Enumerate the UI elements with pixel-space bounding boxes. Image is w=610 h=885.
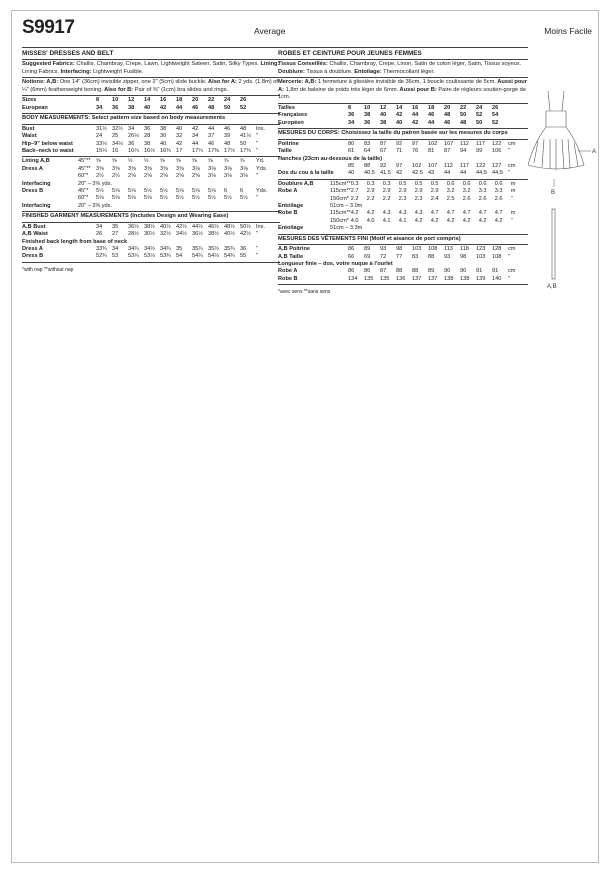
measurement-table — [22, 97, 256, 112]
measurement-table — [22, 158, 270, 210]
section-title: ROBES ET CEINTURE POUR JEUNES FEMMES — [278, 50, 422, 57]
measurement-table — [278, 141, 522, 178]
interfacing-b-row: Interfacing 20" – 3⅜ yds. — [22, 202, 113, 209]
notions: Notions: A,B: One 14" (36cm) invisible zipper, one 2" (5cm) slide buckle. Also for A: 2 yds. (1.8m) of ¼" (6mm) featherweight boning. Also for B: Pair of ⅜" (1cm) bra slides and rings. — [22, 78, 280, 96]
footnote: *avec sens **sans sens — [278, 289, 331, 296]
body-row: Back–neck to waist 15¼ 16 16¼ 16½ 16¾ 17 17¼ 17⅜ 17½ 17¾ " — [22, 148, 258, 154]
length-label-row: Finished back length from base of neck — [22, 238, 128, 245]
english-column — [22, 47, 280, 273]
finished-row: A,B Bust 34 35 36½ 38½ 40½ 42½ 44½ 46½ 48½ 50½ Ins. — [22, 223, 266, 230]
sizes-table — [278, 104, 528, 129]
body-measurements-title: BODY MEASUREMENTS: Select pattern size based on body measurements — [22, 114, 280, 125]
finished-row: A,B Poitrine 86 89 93 98 103 108 113 118 123 128 cm — [278, 246, 516, 253]
finished-row: A,B Taille 66 69 72 77 83 88 93 98 103 108 " — [278, 253, 510, 260]
section-title: MISSES' DRESSES AND BELT — [22, 50, 114, 57]
header — [22, 17, 592, 47]
label-b: B — [551, 190, 556, 196]
length-label-row: Longueur finie – dos, votre nuque à l'ourlet — [278, 261, 393, 268]
european-sizes-row: Européen 34 36 38 40 42 44 46 48 50 52 — [278, 119, 499, 126]
dress-a-row: Robe A 115cm** 2.7 2.9 2.9 2.9 2.9 2.9 3.2 3.2 3.3 3.3 m — [278, 188, 516, 195]
length-row: Robe A 86 86 87 88 88 89 90 90 91 91 cm — [278, 268, 516, 275]
finished-garment-table — [22, 223, 280, 263]
french-column — [278, 47, 528, 295]
dress-b-row: 60"* 5⅛ 5⅛ 5⅛ 5⅛ 5½ 5½ 5½ 5½ 5½ 5½ " — [78, 195, 258, 202]
european-sizes-row: European 34 36 38 40 42 44 46 48 50 52 — [22, 104, 247, 111]
lining-row: Doublure A,B 115cm** 0.3 0.3 0.3 0.5 0.5 0.5 0.6 0.6 0.6 0.6 m — [278, 180, 516, 187]
finished-garment-title: FINISHED GARMENT MEASUREMENTS (Includes Design and Wearing Ease) — [22, 212, 280, 223]
finished-garment-table — [278, 245, 528, 285]
dress-b-row: Robe B 115cm** 4.2 4.2 4.3 4.3 4.3 4.7 4.7 4.7 4.7 4.7 m — [278, 210, 516, 217]
body-measurements-table — [278, 140, 528, 180]
dress-a-row: 60"* 2½ 2½ 2⅝ 2⅝ 2⅝ 2⅝ 2⅝ 3⅛ 3⅛ 3⅛ " — [78, 173, 258, 180]
sizes-table — [22, 96, 280, 114]
difficulty-level-en: Average — [254, 26, 286, 36]
hanches-row: 85 88 92 97 102 107 112 117 122 127 cm — [348, 163, 516, 169]
interfacing-a-row: Entoilage 51cm – 3.0m — [278, 203, 363, 210]
interfacing-b-row: Entoilage 51cm – 3.3m — [278, 225, 363, 232]
difficulty-level-fr: Moins Facile — [544, 26, 592, 36]
pattern-envelope-back — [11, 10, 599, 863]
yardage-table — [22, 157, 280, 212]
belt-drawing — [552, 209, 555, 279]
length-row: Dress B 52¾ 53 53¼ 53½ 53¾ 54 54¼ 54½ 54¾ 55 " — [22, 253, 258, 260]
measurement-table — [278, 181, 525, 233]
measurement-table — [22, 224, 270, 261]
french-sizes-row: Françaises 36 38 40 42 44 46 48 50 52 54 — [278, 112, 499, 119]
measurement-table — [278, 105, 508, 127]
suggested-fabrics: Tissus Conseillés: Challis, Chambray, Crepe, Linon, Satin de coton léger, Satin, Tissus soyeux. Doublure: Tissus à doublure. Entoilage: Thermocollant léger. — [278, 60, 528, 78]
dress-b-row: 150cm* 4.0 4.0 4.1 4.1 4.2 4.2 4.2 4.2 4.2 4.2 " — [330, 217, 513, 224]
body-row: Dos du cou à la taille 40 40.5 41.5 42 42.5 43 44 44 44.5 44.5 " — [278, 170, 510, 177]
pattern-number: S9917 — [22, 17, 75, 38]
body-row: Bust 31½ 32½ 34 36 38 40 42 44 46 48 Ins. — [22, 125, 266, 132]
dress-a-row: Dress A 45"** 3⅝ 3⅝ 3⅝ 3⅝ 3⅝ 3⅝ 3⅛ 3⅛ 3⅛ 3⅛ Yds. — [22, 165, 268, 172]
length-row: Robe B 134 135 135 136 137 137 138 138 139 140 " — [278, 275, 510, 282]
dress-a-drawing — [528, 91, 584, 170]
footnote: *with nap **without nap — [22, 266, 74, 273]
interfacing-a-row: Interfacing 20" – 3⅜ yds. — [22, 180, 113, 187]
lining-row: Lining A,B 45"** ⅝ ⅝ ½ ½ ⅝ ⅝ ⅝ ⅝ ¾ ¾ Yd. — [22, 158, 265, 165]
hanches-label-row: Hanches (23cm au-dessous de la taille) — [278, 155, 383, 162]
sizes-row: Sizes 8 10 12 14 16 18 20 22 24 26 — [22, 97, 247, 104]
finished-garment-title: MESURES DES VÊTEMENTS FINI (Motif et aisance de port compris) — [278, 235, 528, 246]
measurement-table — [22, 126, 270, 156]
body-row: Poitrine 80 83 87 92 97 102 107 112 117 122 cm — [278, 140, 516, 147]
yardage-table — [278, 180, 528, 235]
label-a: A — [592, 149, 597, 155]
notions: Mercerie: A,B: 1 fermeture à glissière invisible de 36cm, 1 boucle coulissante de 5cm. Aussi pour A: 1,8m de baleine de poids très léger de 6mm. Aussi pour B: Paire de régleurs soutien-gorge de 1cm. — [278, 78, 528, 104]
body-row: Hip–9" below waist 33½ 34½ 36 38 40 42 44 46 48 50 " — [22, 140, 258, 147]
body-measurements-table — [22, 125, 280, 158]
dress-b-row: Dress B 45"* 5½ 5⅛ 5⅛ 5½ 5½ 5⅛ 5⅛ 5⅛ 6 6 Yds. — [22, 188, 268, 195]
sizes-row: Tailles 8 10 12 14 16 18 20 22 24 26 — [278, 104, 499, 111]
garment-line-drawing — [528, 91, 600, 291]
dress-a-row: 150cm* 2.2 2.2 2.2 2.3 2.3 2.4 2.5 2.6 2.6 2.6 " — [330, 195, 513, 202]
measurement-table — [278, 246, 522, 283]
body-measurements-title: MESURES DU CORPS: Choisissez la taille du patron basée sur les mesures du corps — [278, 129, 528, 140]
label-ab: A,B — [547, 284, 557, 290]
length-row: Dress A 33¾ 34 34¼ 34½ 34¾ 35 35¼ 35½ 35¾ 36 " — [22, 246, 258, 253]
body-row: Taille 61 64 67 71 76 81 87 94 99 106 " — [278, 148, 510, 155]
finished-row: A,B Waist 26 27 28½ 30½ 32½ 34½ 36½ 38½ 40½ 42½ " — [22, 231, 258, 238]
suggested-fabrics: Suggested Fabrics: Challis, Chambray, Crepe, Lawn, Lightweight Sateen, Satin, Silky Types. Lining: Lining Fabrics. Interfacing: Lightweight Fusible. — [22, 60, 280, 78]
body-row: Waist 24 25 26½ 28 30 32 34 37 39 41½ " — [22, 133, 258, 140]
